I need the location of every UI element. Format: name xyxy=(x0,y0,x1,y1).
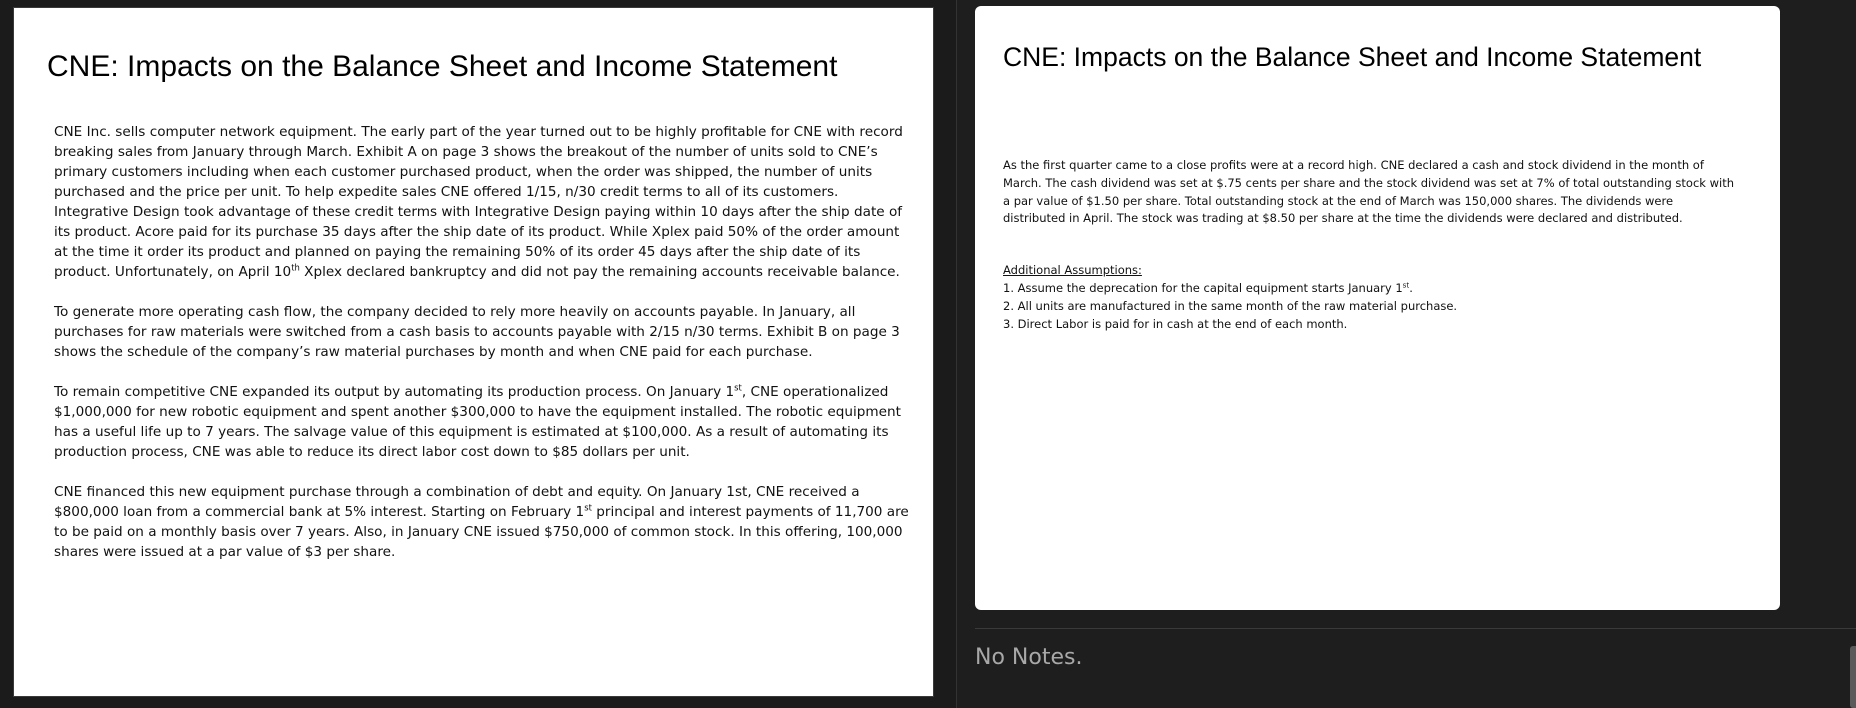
assumptions-block xyxy=(1003,262,1738,333)
current-slide-paragraph: To generate more operating cash flow, the company decided to rely more heavily on accounts payable. In January, all purchases for raw materials were switched from a cash basis to accounts payable with 2/15 n/30 terms. Exhibit B on page 3 shows the schedule of the company’s raw material purchases by month and when CNE paid for each purchase. xyxy=(54,304,900,360)
notes-scrollbar[interactable] xyxy=(1850,646,1856,708)
current-slide-title: CNE: Impacts on the Balance Sheet and Income Statement xyxy=(47,50,838,83)
current-slide-paragraph: To remain competitive CNE expanded its output by automating its production process. On January 1st, CNE operationalized $1,000,000 for new robotic equipment and spent another $300,000 to have the equipment installed. The robotic equipment has a useful life up to 7 years. The salvage value of this equipment is estimated at $100,000. As a result of automating its production process, CNE was able to reduce its direct labor cost down to $85 dollars per unit. xyxy=(54,382,901,460)
assumption-item: 2. All units are manufactured in the same month of the raw material purchase. xyxy=(1003,298,1458,313)
next-slide-body xyxy=(1003,157,1738,333)
assumption-item: 3. Direct Labor is paid for in cash at the end of each month. xyxy=(1003,316,1348,331)
assumptions-list xyxy=(1003,280,1738,333)
speaker-notes[interactable]: No Notes. xyxy=(975,645,1083,670)
notes-divider xyxy=(975,628,1856,629)
current-slide[interactable] xyxy=(13,7,934,697)
current-slide-body xyxy=(54,122,916,582)
current-slide-paragraph: CNE financed this new equipment purchase through a combination of debt and equity. On January 1st, CNE received a $800,000 loan from a commercial bank at 5% interest. Starting on February 1st principal and interest payments of 11,700 are to be paid on a monthly basis over 7 years. Also, in January CNE issued $750,000 of common stock. In this offering, 100,000 shares were issued at a par value of $3 per share. xyxy=(54,484,909,560)
assumption-item: 1. Assume the deprecation for the capital equipment starts January 1st. xyxy=(1003,280,1413,295)
ordinal-suffix: st xyxy=(1402,280,1410,290)
next-slide-paragraph: As the first quarter came to a close profits were at a record high. CNE declared a cash and stock dividend in the month of March. The cash dividend was set at $.75 cents per share and the stock dividend was set at 7% of total outstanding stock with a par value of $1.50 per share. Total outstanding stock at the end of March was 150,000 shares. The dividends were distributed in April. The stock was trading at $8.50 per share at the time the dividends were declared and distributed. xyxy=(1003,158,1734,226)
ordinal-suffix: st xyxy=(734,382,742,393)
ordinal-suffix: st xyxy=(584,502,592,513)
assumptions-heading: Additional Assumptions: xyxy=(1003,263,1142,278)
current-slide-paragraph: CNE Inc. sells computer network equipment. The early part of the year turned out to be highly profitable for CNE with record breaking sales from January through March. Exhibit A on page 3 shows the breakout of the number of units sold to CNE’s primary customers including when each customer purchased product, when the order was shipped, the number of units purchased and the price per unit. To help expedite sales CNE offered 1/15, n/30 credit terms to all of its customers. Integrative Design took advantage of these credit terms with Integrative Design paying within 10 days after the ship date of its product. Acore paid for its purchase 35 days after the ship date of its product. While Xplex paid 50% of the order amount at the time it order its product and planned on paying the remaining 50% of its order 45 days after the ship date of its product. Unfortunately, on April 10th Xplex declared bankruptcy and did not pay the remaining accounts receivable balance. xyxy=(54,124,903,280)
next-slide-title: CNE: Impacts on the Balance Sheet and Income Statement xyxy=(1003,42,1702,72)
ordinal-suffix: th xyxy=(291,262,300,273)
pane-divider[interactable] xyxy=(956,0,957,708)
next-slide-preview[interactable] xyxy=(975,6,1780,610)
